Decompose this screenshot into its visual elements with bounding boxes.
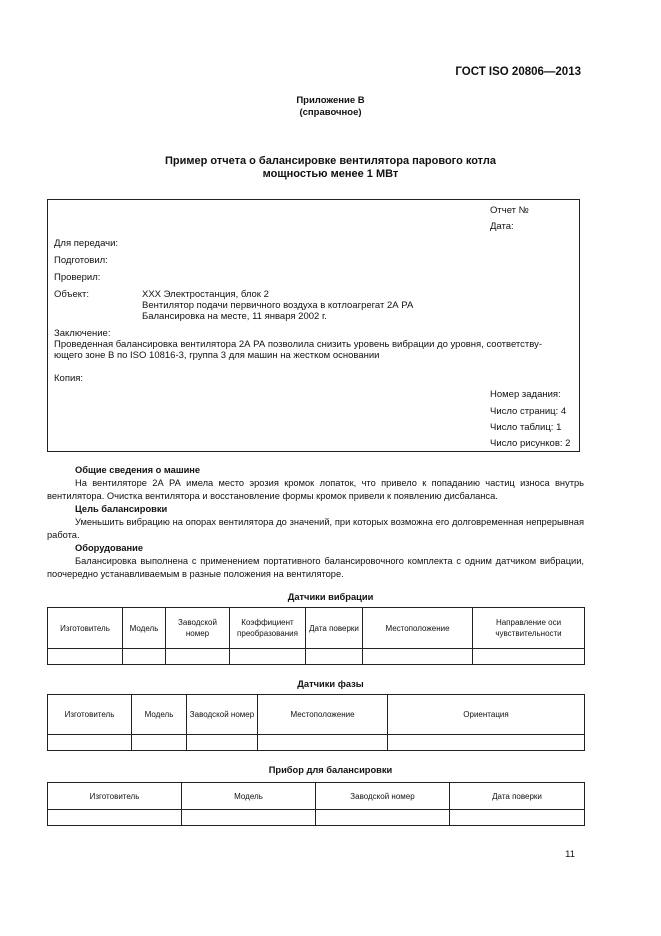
vibration-table-caption: Датчики вибрации [287, 592, 374, 602]
report-date-label: Дата: [490, 221, 514, 232]
copy-label: Копия: [54, 373, 84, 384]
object-line: Вентилятор подачи первичного воздуха в котлоагрегат 2А РА [142, 300, 414, 311]
table-row [48, 649, 585, 665]
table-cell [132, 735, 187, 751]
figures-count: Число рисунков: 2 [490, 438, 571, 449]
table-cell [48, 735, 132, 751]
phase-sensors-table [47, 694, 585, 751]
section-heading: Цель балансировки [75, 504, 168, 514]
table-cell [473, 649, 585, 665]
vibration-sensors-table [47, 607, 585, 665]
phase-table-caption: Датчики фазы [297, 679, 364, 689]
conclusion-label: Заключение: [54, 328, 111, 339]
section-heading: Общие сведения о машине [75, 465, 201, 475]
column-header: Заводской номер [166, 608, 230, 649]
section-text: На вентиляторе 2А РА имела место эрозия кромок лопаток, что привело к попаданию частиц износа внутрь вентилятора. Очистка вентилятора и восстановление формы кромок привели к появлению дисбаланса. [47, 478, 584, 501]
table-row [48, 810, 585, 826]
table-cell [258, 735, 388, 751]
table-cell [230, 649, 306, 665]
table-cell [187, 735, 258, 751]
tables-count: Число таблиц: 1 [490, 422, 562, 433]
document-code: ГОСТ ISO 20806—2013 [455, 66, 581, 78]
report-number-label: Отчет № [490, 205, 529, 216]
column-header: Заводской номер [316, 783, 450, 810]
object-label: Объект: [54, 289, 89, 300]
section-machine-info [47, 464, 584, 581]
page-number: 11 [565, 849, 575, 860]
for-transfer-label: Для передачи: [54, 238, 119, 249]
column-header: Дата поверки [306, 608, 363, 649]
column-header: Заводской номер [187, 695, 258, 735]
column-header: Коэффициент преобразования [230, 608, 306, 649]
table-cell [363, 649, 473, 665]
object-line: XXX Электростанция, блок 2 [142, 289, 269, 300]
instrument-table-caption: Прибор для балансировки [268, 765, 393, 775]
table-row [48, 735, 585, 751]
column-header: Ориентация [388, 695, 585, 735]
task-number-label: Номер задания: [490, 389, 561, 400]
table-cell [182, 810, 316, 826]
section-heading: Оборудование [75, 543, 143, 553]
conclusion-line: ющего зоне В по ISO 10816-3, группа 3 для машин на жестком основании [54, 350, 380, 361]
pages-count: Число страниц: 4 [490, 406, 567, 417]
table-cell [48, 810, 182, 826]
table-cell [123, 649, 166, 665]
page-title-line1: Пример отчета о балансировке вентилятора парового котла [164, 155, 497, 167]
prepared-label: Подготовил: [54, 255, 108, 266]
report-box [47, 199, 580, 452]
conclusion-line: Проведенная балансировка вентилятора 2А РА позволила снизить уровень вибрации до уровня, соответству- [54, 339, 543, 350]
table-cell [388, 735, 585, 751]
section-text: Уменьшить вибрацию на опорах вентилятора до значений, при которых возможна его долговременная непрерывная работа. [47, 517, 584, 540]
annex-title: Приложение В [296, 95, 365, 106]
object-line: Балансировка на месте, 11 января 2002 г. [142, 311, 327, 322]
column-header: Местоположение [258, 695, 388, 735]
checked-label: Проверил: [54, 272, 101, 283]
section-text: Балансировка выполнена с применением портативного балансировочного комплекта с одним датчиком вибрации, поочередно устанавливаемым в разные положения на вентиляторе. [47, 556, 584, 579]
column-header: Модель [132, 695, 187, 735]
column-header: Направление оси чувствительности [473, 608, 585, 649]
column-header: Модель [123, 608, 166, 649]
table-cell [166, 649, 230, 665]
column-header: Изготовитель [48, 695, 132, 735]
column-header: Местоположение [363, 608, 473, 649]
table-cell [316, 810, 450, 826]
column-header: Изготовитель [48, 783, 182, 810]
page-title-line2: мощностью менее 1 МВт [262, 168, 399, 180]
column-header: Изготовитель [48, 608, 123, 649]
table-cell [306, 649, 363, 665]
table-cell [48, 649, 123, 665]
table-cell [450, 810, 585, 826]
balancing-instrument-table [47, 782, 585, 826]
column-header: Дата поверки [450, 783, 585, 810]
annex-subtitle: (справочное) [299, 107, 362, 118]
column-header: Модель [182, 783, 316, 810]
